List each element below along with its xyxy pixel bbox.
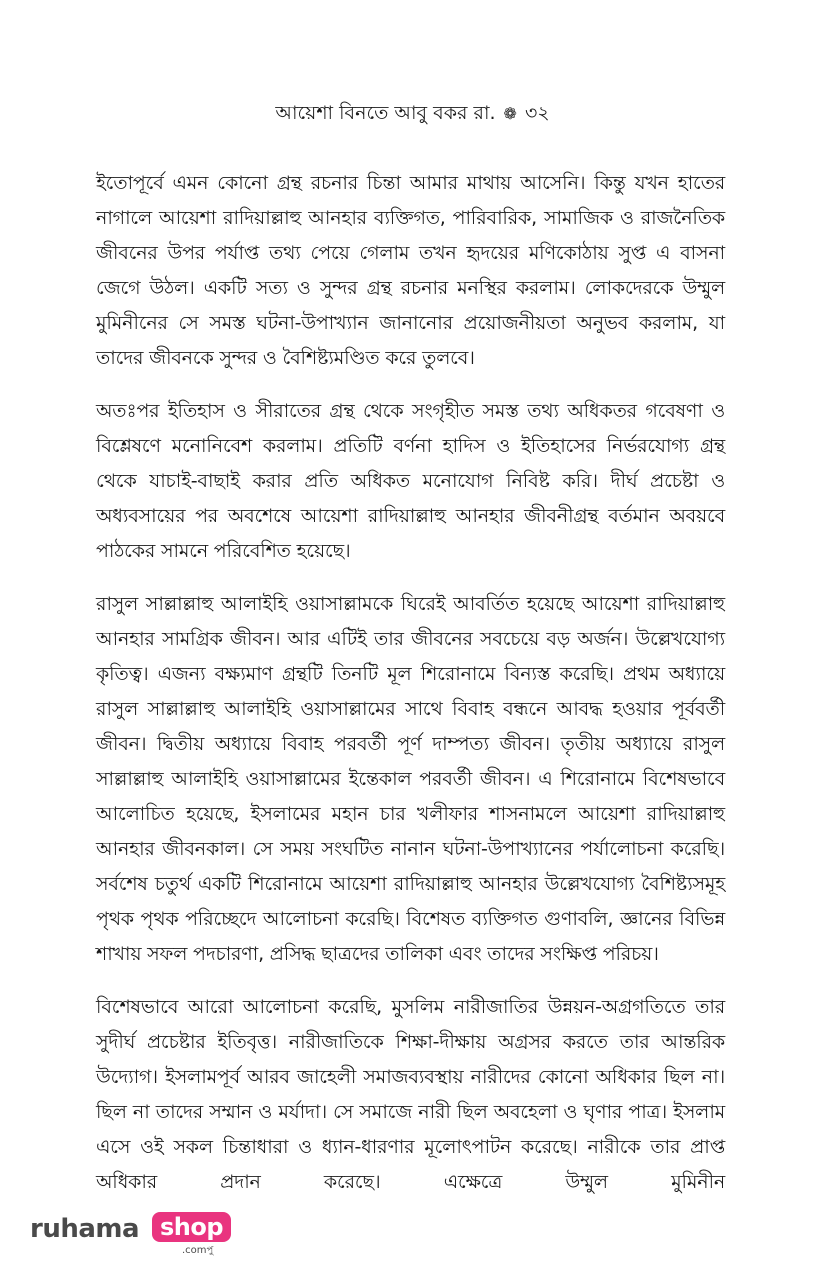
header-ornament-icon: ❁ xyxy=(503,104,517,123)
body-text xyxy=(96,166,725,1218)
logo-brand-text: ruhama xyxy=(30,1214,140,1244)
logo-domain-text: .comপু xyxy=(182,1245,214,1256)
logo-shop-badge: shop xyxy=(152,1212,231,1242)
paragraph: ইতোপূর্বে এমন কোনো গ্রন্থ রচনার চিন্তা আমার মাথায় আসেনি। কিন্তু যখন হাতের নাগালে আয়েশা রাদিয়াল্লাহু আনহার ব্যক্তিগত, পারিবারিক, সামাজিক ও রাজনৈতিক জীবনের উপর পর্যাপ্ত তথ্য পেয়ে গেলাম তখন হৃদয়ের মণিকোঠায় সুপ্ত এ বাসনা জেগে উঠল। একটি সত্য ও সুন্দর গ্রন্থ রচনার মনস্থির করলাম। লোকদেরকে উম্মুল মুমিনীনের সে সমস্ত ঘটনা-উপাখ্যান জানানোর প্রয়োজনীয়তা অনুভব করলাম, যা তাদের জীবনকে সুন্দর ও বৈশিষ্ট্যমণ্ডিত করে তুলবে। xyxy=(96,172,725,369)
paragraph: অতঃপর ইতিহাস ও সীরাতের গ্রন্থ থেকে সংগৃহীত সমস্ত তথ্য অধিকতর গবেষণা ও বিশ্লেষণে মনোনিবেশ করলাম। প্রতিটি বর্ণনা হাদিস ও ইতিহাসের নির্ভরযোগ্য গ্রন্থ থেকে যাচাই-বাছাই করার প্রতি অধিকত মনোযোগ নিবিষ্ট করি। দীর্ঘ প্রচেষ্টা ও অধ্যবসায়ের পর অবশেষে আয়েশা রাদিয়াল্লাহু আনহার জীবনীগ্রন্থ বর্তমান অবয়বে পাঠকের সামনে পরিবেশিত হয়েছে। xyxy=(96,400,725,562)
ruhamashop-logo xyxy=(30,1210,230,1256)
page-number: ৩২ xyxy=(524,102,550,124)
paragraph: বিশেষভাবে আরো আলোচনা করেছি, মুসলিম নারীজাতির উন্নয়ন-অগ্রগতিতে তার সুদীর্ঘ প্রচেষ্টার ইতিবৃত্ত। নারীজাতিকে শিক্ষা-দীক্ষায় অগ্রসর করতে তার আন্তরিক উদ্যোগ। ইসলামপূর্ব আরব জাহেলী সমাজব্যবস্থায় নারীদের কোনো অধিকার ছিল না। ছিল না তাদের সম্মান ও মর্যাদা। সে সমাজে নারী ছিল অবহেলা ও ঘৃণার পাত্র। ইসলাম এসে ওই সকল চিন্তাধারা ও ধ্যান-ধারণার মূলোৎপাটন করেছে। নারীকে তার প্রাপ্ত অধিকার প্রদান করেছে। এক্ষেত্রে উম্মুল মুমিনীন xyxy=(96,996,725,1193)
running-header xyxy=(0,100,825,127)
paragraph: রাসুল সাল্লাল্লাহু আলাইহি ওয়াসাল্লামকে ঘিরেই আবর্তিত হয়েছে আয়েশা রাদিয়াল্লাহু আনহার সামগ্রিক জীবন। আর এটিই তার জীবনের সবচেয়ে বড় অর্জন। উল্লেখযোগ্য কৃতিত্ব। এজন্য বক্ষ্যমাণ গ্রন্থটি তিনটি মূল শিরোনামে বিন্যস্ত করেছি। প্রথম অধ্যায়ে রাসুল সাল্লাল্লাহু আলাইহি ওয়াসাল্লামের সাথে বিবাহ বন্ধনে আবদ্ধ হওয়ার পূর্ববর্তী জীবন। দ্বিতীয় অধ্যায়ে বিবাহ পরবর্তী পূর্ণ দাম্পত্য জীবন। তৃতীয় অধ্যায়ে রাসুল সাল্লাল্লাহু আলাইহি ওয়াসাল্লামের ইন্তেকাল পরবর্তী জীবন। এ শিরোনামে বিশেষভাবে আলোচিত হয়েছে, ইসলামের মহান চার খলীফার শাসনামলে আয়েশা রাদিয়াল্লাহু আনহার জীবনকাল। সে সময় সংঘটিত নানান ঘটনা-উপাখ্যানের পর্যালোচনা করেছি। সর্বশেষ চতুর্থ একটি শিরোনামে আয়েশা রাদিয়াল্লাহু আনহার উল্লেখযোগ্য বৈশিষ্ট্যসমূহ পৃথক পৃথক পরিচ্ছেদে আলোচনা করেছি। বিশেষত ব্যক্তিগত গুণাবলি, জ্ঞানের বিভিন্ন শাখায় সফল পদচারণা, প্রসিদ্ধ ছাত্রদের তালিকা এবং তাদের সংক্ষিপ্ত পরিচয়। xyxy=(96,593,725,965)
book-title: আয়েশা বিনতে আবু বকর রা. xyxy=(275,102,496,124)
